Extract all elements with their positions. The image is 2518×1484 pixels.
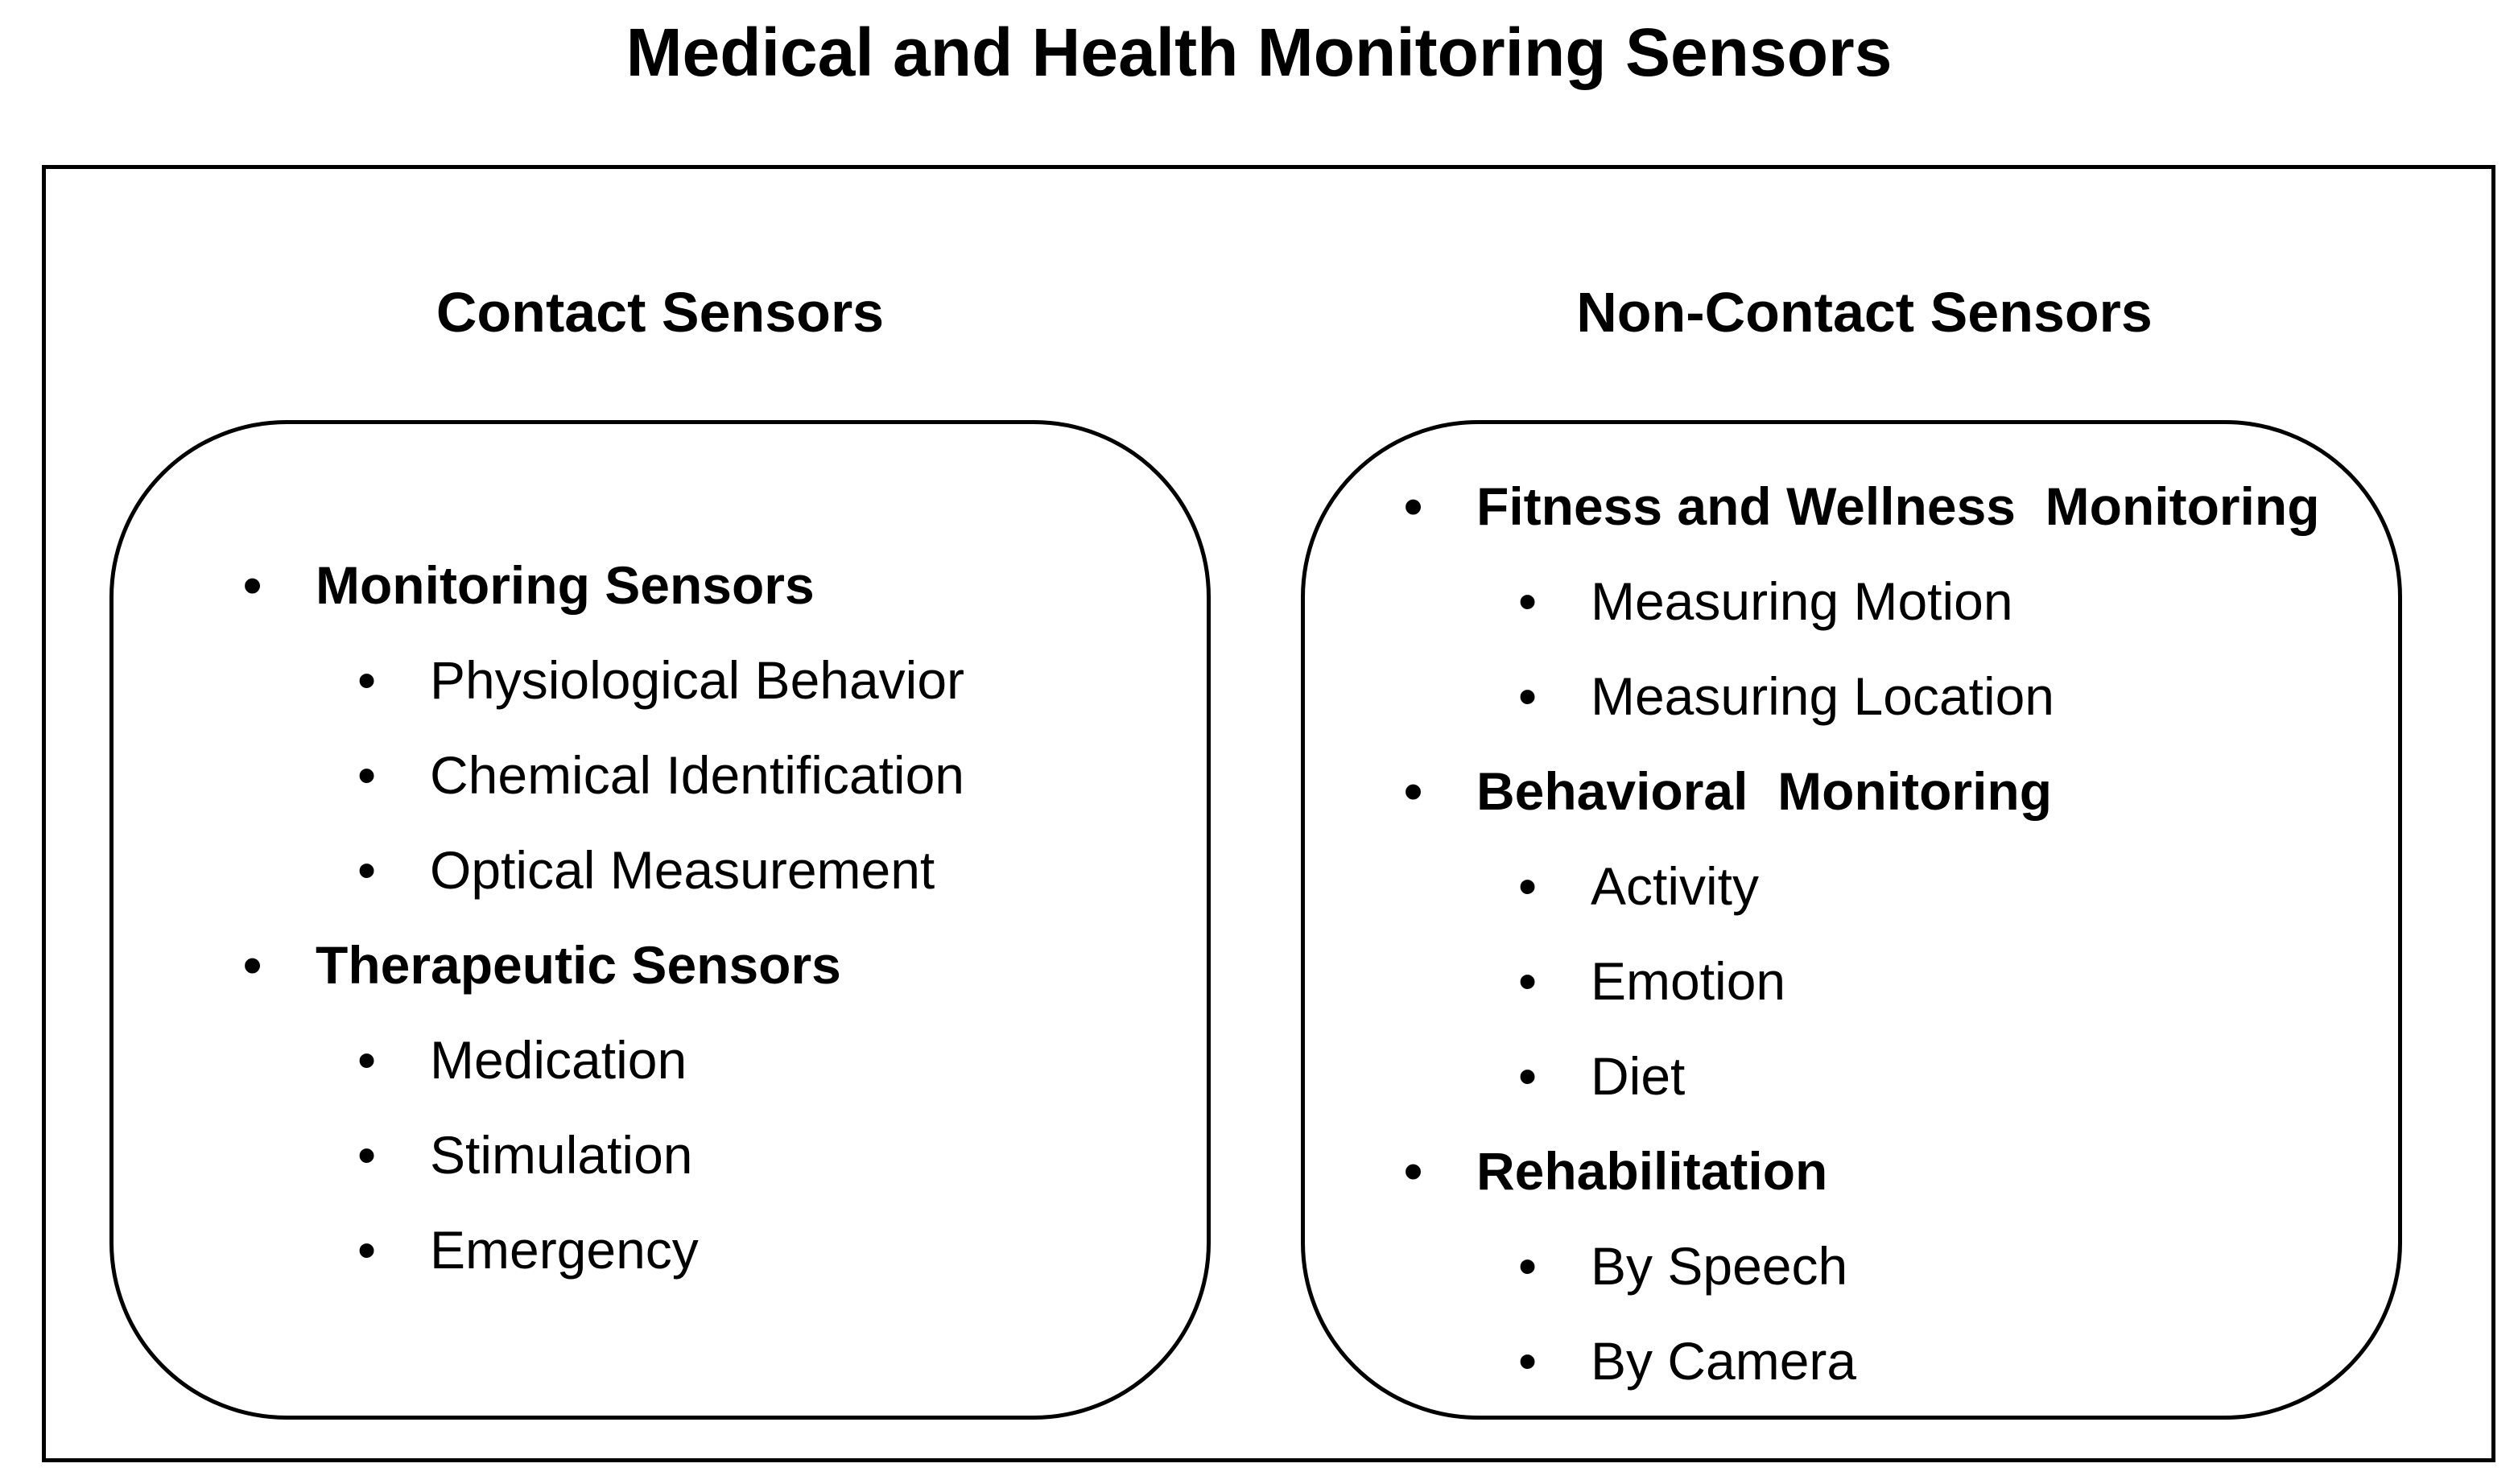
bullet-icon: •: [357, 745, 377, 805]
bullet-icon: •: [1518, 951, 1538, 1011]
bullet-icon: •: [243, 935, 262, 995]
bullet-icon: •: [1404, 476, 1423, 536]
item-label: Therapeutic Sensors: [316, 935, 841, 995]
list-item-medication: [240, 1012, 964, 1107]
list-item-rehabilitation: [1401, 1123, 2320, 1218]
non-contact-sensors-heading: Non-Contact Sensors: [1576, 281, 2153, 344]
list-item-by-speech: [1401, 1218, 2320, 1313]
list-item-activity: [1401, 839, 2320, 934]
bullet-icon: •: [357, 650, 377, 710]
list-item-measuring-motion: [1401, 554, 2320, 649]
list-item-measuring-location: [1401, 649, 2320, 744]
bullet-icon: •: [1518, 666, 1538, 726]
list-item-physiological-behavior: [240, 633, 964, 728]
bullet-icon: •: [357, 1030, 377, 1090]
list-item-optical-measurement: [240, 822, 964, 917]
page-title: Medical and Health Monitoring Sensors: [625, 14, 1893, 90]
bullet-icon: •: [357, 1125, 377, 1185]
list-item-emotion: [1401, 934, 2320, 1028]
list-item-stimulation: [240, 1107, 964, 1202]
bullet-icon: •: [1404, 761, 1423, 821]
non-contact-sensors-list: [1401, 459, 2320, 1408]
item-label: Optical Measurement: [430, 840, 935, 900]
bullet-icon: •: [1518, 571, 1538, 631]
bullet-icon: •: [1518, 1046, 1538, 1106]
list-item-by-camera: [1401, 1313, 2320, 1408]
item-label: Diet: [1591, 1046, 1686, 1106]
item-label: Physiological Behavior: [430, 650, 965, 710]
item-label: Rehabilitation: [1476, 1141, 1828, 1201]
item-label: Behavioral Monitoring: [1476, 761, 2053, 821]
list-item-monitoring-sensors: [240, 538, 964, 633]
item-label: Measuring Location: [1591, 666, 2055, 726]
item-label: Activity: [1591, 856, 1760, 916]
bullet-icon: •: [243, 555, 262, 615]
list-item-emergency: [240, 1202, 964, 1297]
item-label: By Speech: [1591, 1236, 1848, 1296]
item-label: Chemical Identification: [430, 745, 964, 805]
item-label: Fitness and Wellness Monitoring: [1476, 476, 2320, 536]
list-item-fitness-wellness-monitoring: [1401, 459, 2320, 554]
list-item-diet: [1401, 1028, 2320, 1123]
item-label: Monitoring Sensors: [316, 555, 815, 615]
item-label: Measuring Motion: [1591, 571, 2013, 631]
list-item-chemical-identification: [240, 728, 964, 822]
bullet-icon: •: [1518, 1331, 1538, 1391]
item-label: By Camera: [1591, 1331, 1857, 1391]
item-label: Medication: [430, 1030, 687, 1090]
item-label: Stimulation: [430, 1125, 693, 1185]
bullet-icon: •: [1404, 1141, 1423, 1201]
contact-sensors-heading: Contact Sensors: [435, 281, 885, 344]
bullet-icon: •: [1518, 856, 1538, 916]
list-item-therapeutic-sensors: [240, 917, 964, 1012]
bullet-icon: •: [357, 840, 377, 900]
bullet-icon: •: [357, 1220, 377, 1280]
bullet-icon: •: [1518, 1236, 1538, 1296]
item-label: Emergency: [430, 1220, 699, 1280]
list-item-behavioral-monitoring: [1401, 744, 2320, 839]
item-label: Emotion: [1591, 951, 1786, 1011]
contact-sensors-list: [240, 538, 964, 1297]
